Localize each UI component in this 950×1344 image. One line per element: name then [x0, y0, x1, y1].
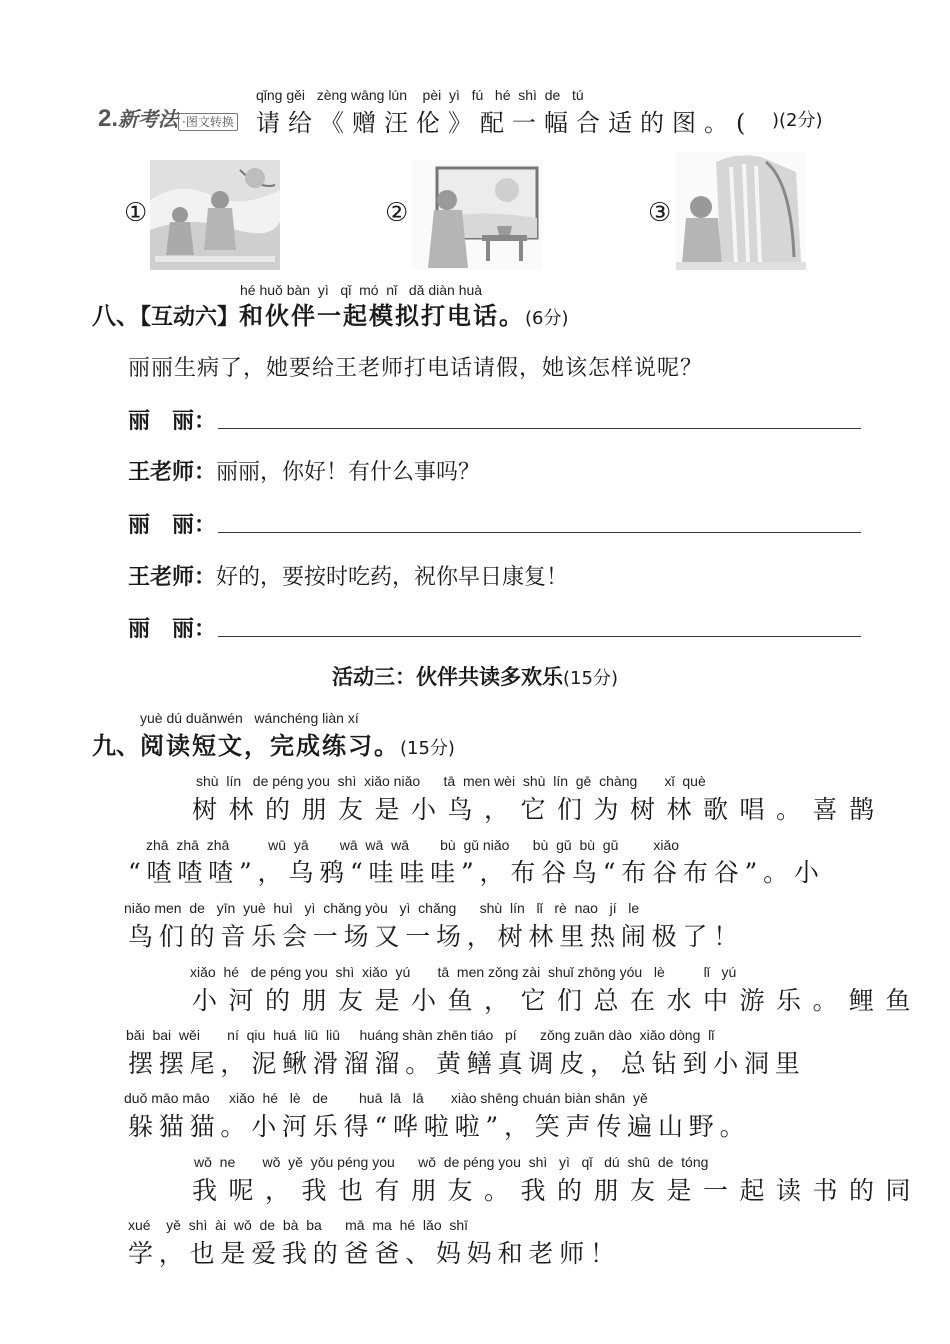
q8-title: 和伙伴一起模拟打电话。 — [239, 301, 526, 330]
teacher-line-2: 好的，要按时吃药，祝你早日康复！ — [216, 565, 569, 590]
option-2-label: ② — [385, 198, 409, 228]
q8-heading — [92, 296, 569, 331]
passage-pinyin-2: zhā zhā zhā wū yā wā wā wā bù gǔ niǎo bù gǔ bù gǔ xiǎo — [146, 837, 680, 853]
q8-bracket-label: 【互动六】 — [140, 304, 240, 330]
method-tag: ·图文转换 — [178, 113, 238, 131]
speaker-lili: 丽 丽： — [128, 512, 217, 538]
q8-pinyin: hé huǒ bàn yì qǐ mó nǐ dǎ diàn huà — [240, 282, 483, 298]
speaker-lili: 丽 丽： — [128, 408, 217, 434]
q9-title: 阅读短文，完成练习。 — [140, 731, 400, 760]
passage-pinyin-1: shù lín de péng you shì xiǎo niǎo tā men wèi shù lín gē chàng xǐ què — [196, 773, 706, 789]
dialogue-row-3 — [128, 508, 216, 539]
passage-pinyin-3: niǎo men de yīn yuè huì yì chǎng yòu yì chǎng shù lín lǐ rè nao jí le — [124, 900, 640, 916]
q9-pinyin: yuè dú duǎnwén wánchéng liàn xí — [140, 710, 359, 726]
speaker-teacher: 王老师： — [128, 459, 217, 485]
waterfall-illustration — [676, 152, 806, 270]
answer-line-2[interactable] — [218, 532, 861, 533]
q8-prefix: 八、 — [92, 301, 140, 330]
dialogue-row-1 — [128, 404, 863, 434]
passage-line-2: “喳喳喳”，乌鸦“哇哇哇”，布谷鸟“布谷布谷”。小 — [128, 858, 825, 887]
farewell-riverside-illustration — [150, 160, 280, 270]
option-2-picture[interactable] — [412, 160, 542, 270]
passage-line-7: 我呢，我也有朋友。我的朋友是一起读书的同 — [192, 1176, 923, 1205]
passage-line-4: 小河的朋友是小鱼，它们总在水中游乐。鲤鱼 — [192, 986, 923, 1015]
speaker-lili: 丽 丽： — [128, 616, 217, 642]
passage-pinyin-7: wǒ ne wǒ yě yǒu péng you wǒ de péng you shì yì qǐ dú shū de tóng — [194, 1154, 709, 1170]
passage-pinyin-4: xiǎo hé de péng you shì xiǎo yú tā men zǒng zài shuǐ zhōng yóu lè lǐ yú — [190, 964, 737, 980]
answer-line-3[interactable] — [218, 636, 861, 637]
q2-pinyin: qǐng gěi zèng wāng lún pèi yì fú hé shì de tú — [256, 87, 584, 103]
q9-prefix: 九、 — [92, 731, 140, 760]
answer-line-1[interactable] — [218, 428, 861, 429]
q9-heading — [92, 726, 455, 761]
q8-score: (6分) — [525, 308, 569, 329]
moon-window-illustration — [412, 160, 542, 270]
passage-line-6: 躲猫猫。小河乐得“哗啦啦”，笑声传遍山野。 — [128, 1112, 751, 1141]
dialogue-row-4 — [128, 560, 568, 591]
activity-3-title: 活动三：伙伴共读多欢乐 — [332, 665, 564, 689]
passage-pinyin-8: xué yě shì ài wǒ de bà ba mā ma hé lǎo shī — [128, 1217, 469, 1233]
passage-line-1: 树林的朋友是小鸟，它们为树林歌唱。喜鹊 — [192, 795, 886, 824]
dialogue-row-5 — [128, 612, 216, 643]
speaker-teacher: 王老师： — [128, 564, 217, 590]
dialogue-row-2 — [128, 455, 480, 486]
passage-line-5: 摆摆尾，泥鳅滑溜溜。黄鳝真调皮，总钻到小洞里 — [128, 1049, 806, 1078]
passage-pinyin-5: bǎi bai wěi ní qiu huá liū liū huáng shàn zhēn tiáo pí zǒng zuān dào xiǎo dòng lǐ — [126, 1027, 715, 1043]
activity-3-score: (15分) — [563, 668, 618, 689]
option-1-label: ① — [124, 198, 148, 228]
passage-pinyin-6: duǒ māo māo xiǎo hé lè de huā lā lā xiào shēng chuán biàn shān yě — [124, 1090, 648, 1106]
passage-line-8: 学，也是爱我的爸爸、妈妈和老师！ — [128, 1239, 621, 1268]
q8-intro: 丽丽生病了，她要给王老师打电话请假，她该怎样说呢？ — [128, 356, 704, 381]
option-3-label: ③ — [648, 198, 672, 228]
new-method-label: 新考法 — [118, 107, 179, 131]
option-3-picture[interactable] — [676, 152, 806, 270]
question-number: 2. — [98, 105, 119, 132]
q2-badge — [98, 103, 238, 133]
option-1-picture[interactable] — [150, 160, 280, 270]
q2-question-text: 请给《赠汪伦》配一幅合适的图。( — [256, 109, 754, 137]
q2-paren-close: )(2分) — [772, 110, 823, 131]
q2-answer-blank[interactable] — [722, 106, 768, 132]
q9-score: (15分) — [400, 738, 455, 759]
passage-line-3: 鸟们的音乐会一场又一场，树林里热闹极了！ — [128, 922, 745, 951]
teacher-line-1: 丽丽，你好！有什么事吗？ — [216, 460, 481, 485]
activity-3-heading — [0, 661, 950, 691]
